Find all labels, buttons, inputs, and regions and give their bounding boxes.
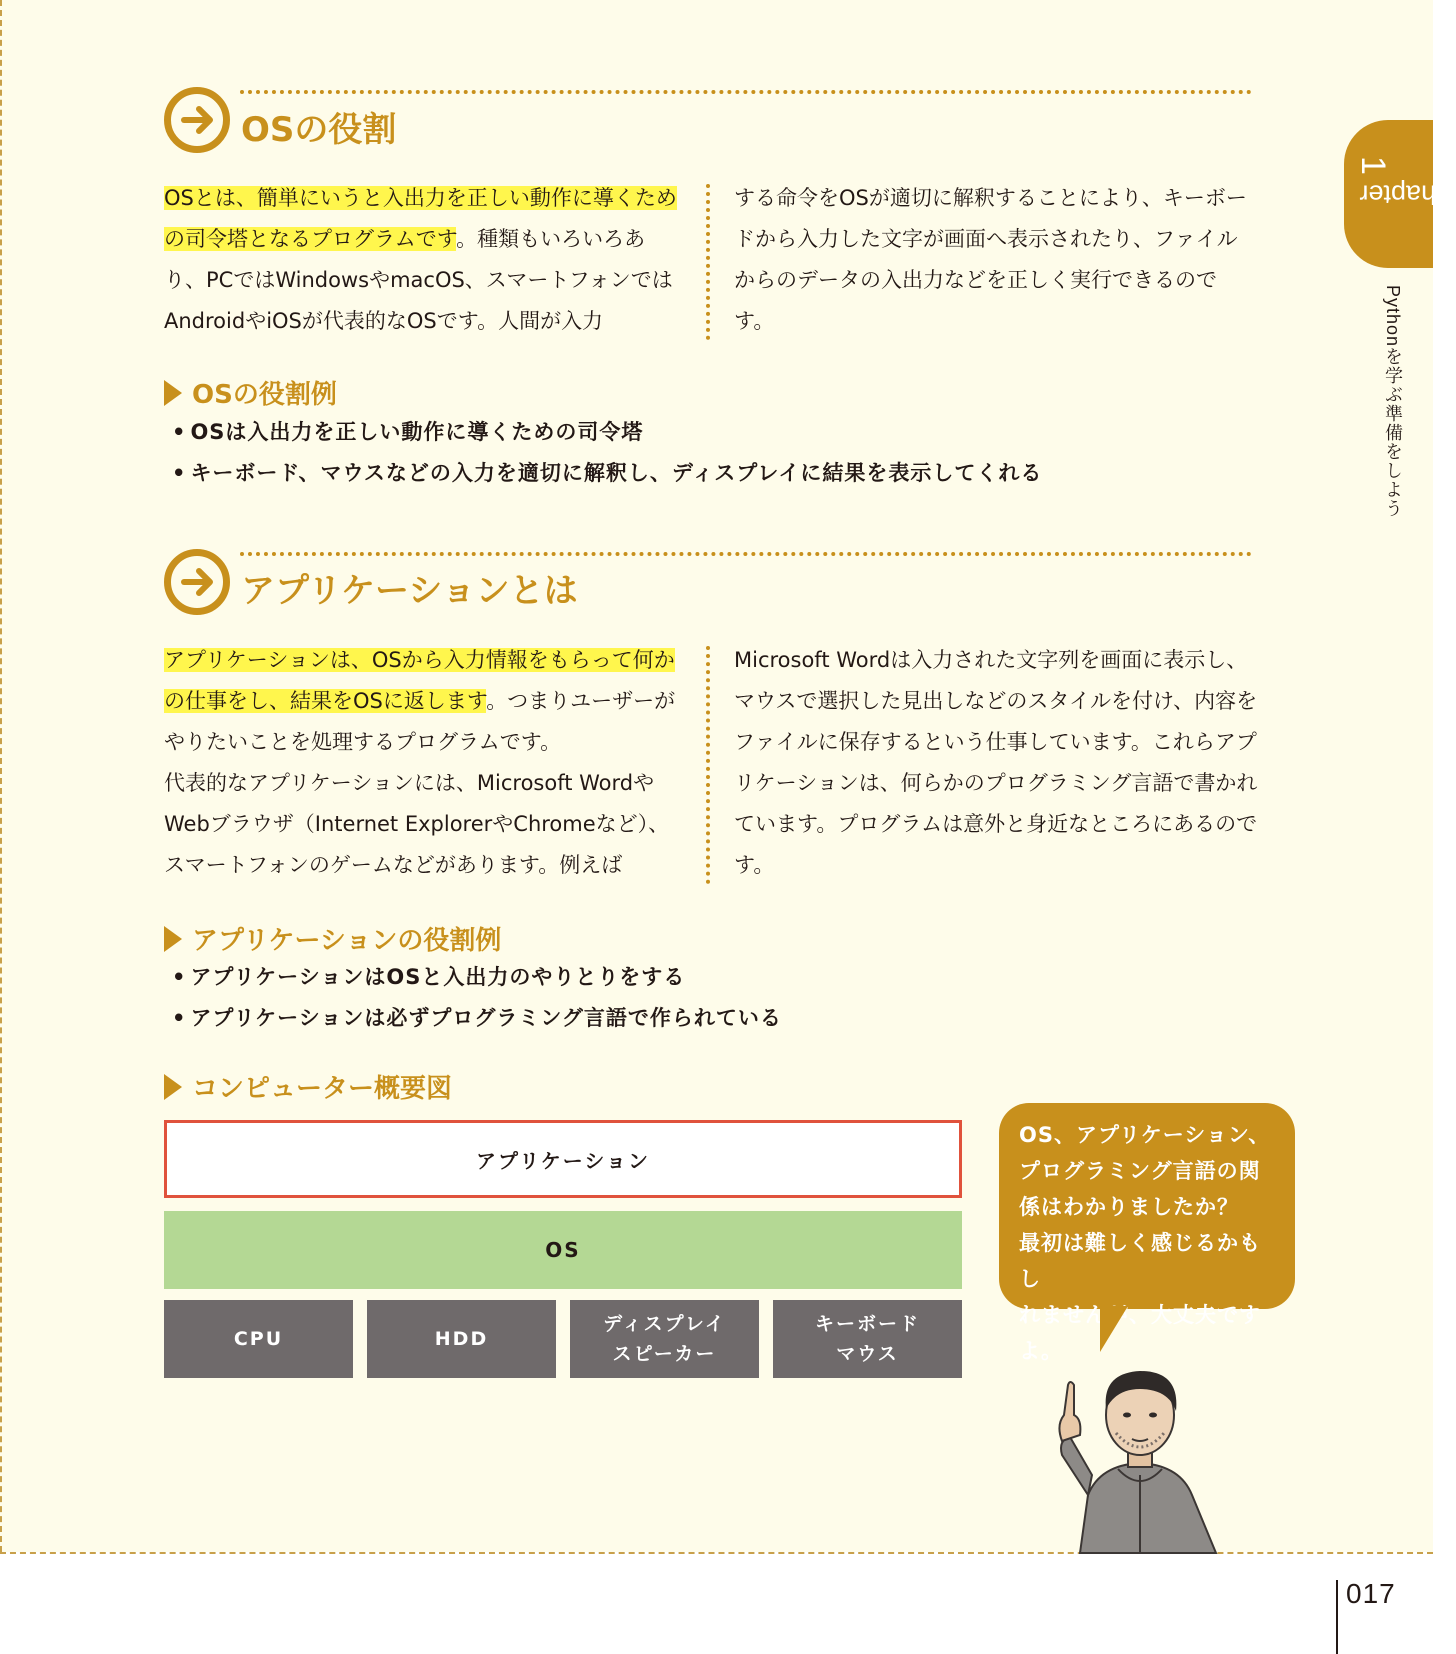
list-item: • アプリケーションはOSと入出力のやりとりをする (172, 957, 782, 998)
hardware-label: HDD (434, 1328, 489, 1350)
subheading (164, 920, 501, 957)
bubble-line: OS、アプリケーション、 (1019, 1123, 1271, 1147)
speech-bubble (999, 1103, 1295, 1363)
chapter-title: Pythonを学ぶ準備をしよう (1383, 285, 1403, 519)
body-text: 代表的なアプリケーションには、Microsoft WordやWebブラウザ（Internet ExplorerやChromeなど）、スマートフォンのゲームなどがあります。例えば (164, 771, 670, 877)
page-number-rule (1336, 1580, 1338, 1654)
column-divider (706, 184, 710, 340)
section-divider (240, 552, 1252, 556)
bubble-line: れませんが、大丈夫ですよ。 (1019, 1303, 1261, 1363)
hardware-label: キーボード (814, 1313, 920, 1335)
list-item: • アプリケーションは必ずプログラミング言語で作られている (172, 998, 782, 1039)
column-divider (706, 646, 710, 884)
section2-right-column: Microsoft Wordは入力された文字列を画面に表示し、マウスで選択した見出しなどのスタイルを付け、内容をファイルに保存するという仕事しています。これらアプリケーションは、何らかのプログラミング言語で書かれています。プログラムは意外と身近なところにあるのです。 (734, 648, 1258, 877)
bullet-list (172, 412, 1042, 494)
bubble-line: プログラミング言語の関 (1019, 1159, 1261, 1183)
section-divider (240, 90, 1252, 94)
subheading (164, 374, 337, 411)
bubble-line: 係はわかりましたか？ (1019, 1195, 1239, 1219)
list-item: • キーボード、マウスなどの入力を適切に解釈し、ディスプレイに結果を表示してくれる (172, 453, 1042, 494)
chapter-word: Chapter (1359, 179, 1456, 210)
arrow-circle-icon (164, 549, 230, 615)
section2-left-column (164, 640, 686, 886)
application-layer (164, 1120, 962, 1198)
hardware-label: CPU (233, 1328, 284, 1350)
triangle-icon (164, 926, 182, 952)
list-item: • OSは入出力を正しい動作に導くための司令塔 (172, 412, 1042, 453)
section-title: OSの役割 (241, 110, 397, 150)
highlighted-text: アプリケーションは、OSから入力情報をもらって何かの仕事をし、結果をOSに返します (164, 648, 675, 713)
hardware-label: スピーカー (612, 1343, 717, 1365)
hardware-hdd (367, 1300, 556, 1378)
page-border-left (0, 0, 2, 1552)
triangle-icon (164, 1074, 182, 1100)
body-text: 。つまりユーザーがやりたいことを処理するプログラムです。 (164, 689, 676, 754)
arrow-circle-icon (164, 87, 230, 153)
chapter-tab (1344, 120, 1456, 268)
body-text: 。種類もいろいろあり、PCではWindowsやmacOS、スマートフォンではAndroidやiOSが代表的なOSです。人間が入力 (164, 227, 673, 333)
section-title: アプリケーションとは (241, 571, 578, 611)
os-layer (164, 1211, 962, 1289)
hardware-display-speaker (570, 1300, 759, 1378)
page-number: 017 (1346, 1578, 1396, 1609)
section1-right-column: する命令をOSが適切に解釈することにより、キーボードから入力した文字が画面へ表示されたり、ファイルからのデータの入出力などを正しく実行できるのです。 (734, 186, 1247, 333)
diagram-title: コンピューター概要図 (192, 1074, 453, 1104)
subheading (164, 1068, 452, 1105)
subheading-title: OSの役割例 (192, 380, 337, 410)
highlighted-text: OSとは、簡単にいうと入出力を正しい動作に導くための司令塔となるプログラムです (164, 186, 677, 251)
hardware-keyboard-mouse (773, 1300, 962, 1378)
bullet-list (172, 957, 782, 1039)
hardware-label: マウス (836, 1343, 899, 1365)
bubble-line: 最初は難しく感じるかもし (1019, 1231, 1261, 1291)
subheading-title: アプリケーションの役割例 (192, 926, 502, 956)
chapter-number: 1 (1354, 155, 1393, 175)
triangle-icon (164, 380, 182, 406)
application-label: アプリケーション (476, 1148, 650, 1173)
hardware-cpu (164, 1300, 353, 1378)
person-illustration (1040, 1345, 1240, 1553)
hardware-label: ディスプレイ (603, 1313, 726, 1335)
os-label: OS (545, 1238, 581, 1262)
section1-left-column (164, 178, 686, 342)
